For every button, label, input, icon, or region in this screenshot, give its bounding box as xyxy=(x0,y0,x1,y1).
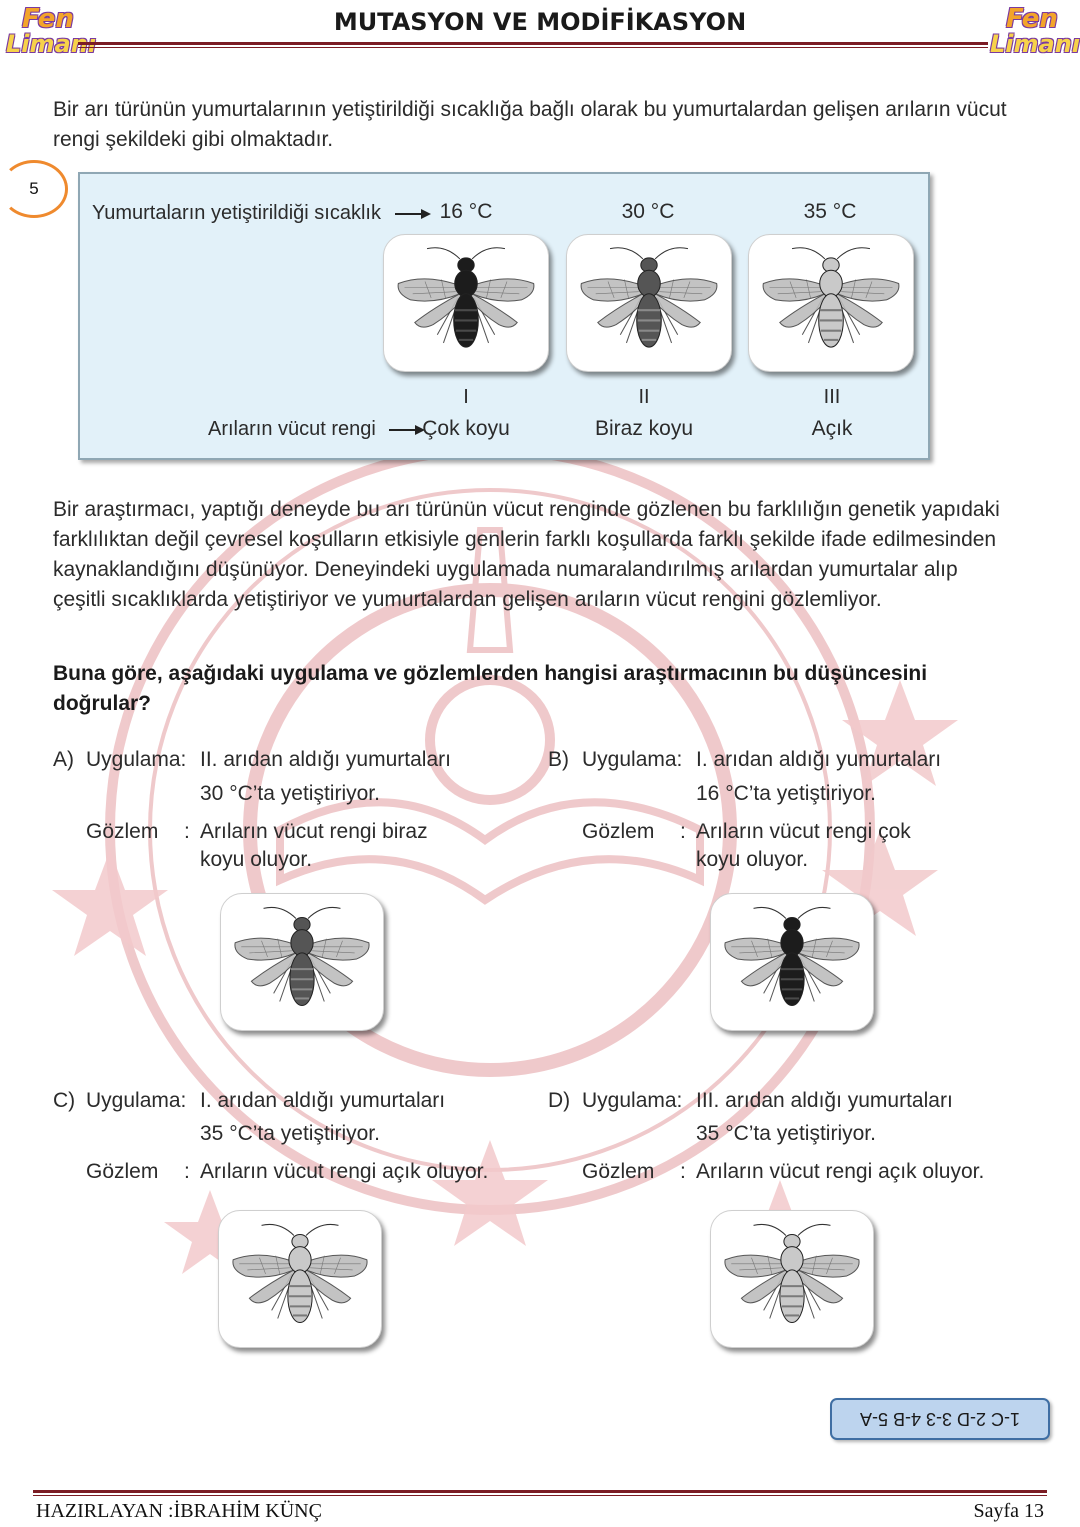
wasp-illustration xyxy=(567,235,731,371)
fen-limani-logo-right: Fen Limanı xyxy=(990,4,1080,58)
body-color-2: Biraz koyu xyxy=(594,417,694,440)
answer-key-box xyxy=(830,1398,1050,1440)
wasp-illustration xyxy=(221,894,383,1030)
bee-image-3 xyxy=(748,234,914,372)
option-letter: A) xyxy=(53,748,74,771)
question-text: Buna göre, aşağıdaki uygulama ve gözlemlerden hangisi araştırmacının bu düşüncesini doğrular? xyxy=(53,662,928,715)
bee-image-2 xyxy=(566,234,732,372)
application-line-1: I. arıdan aldığı yumurtaları xyxy=(200,1089,446,1112)
application-line-1: II. arıdan aldığı yumurtaları xyxy=(200,748,451,771)
observation-line-1: Arıların vücut rengi açık oluyor. xyxy=(200,1160,489,1183)
observation-label: Gözlem xyxy=(86,1160,159,1183)
observation-label: Gözlem xyxy=(582,820,655,843)
footer-divider-thin xyxy=(33,1495,1047,1496)
question-number-badge: 5 xyxy=(0,160,68,218)
page-number: Sayfa 13 xyxy=(973,1500,1044,1522)
wasp-illustration xyxy=(384,235,548,371)
observation-line-2: koyu oluyor. xyxy=(200,848,313,871)
application-label: Uygulama: xyxy=(86,748,187,771)
bee-image-option-b xyxy=(710,893,874,1031)
application-label: Uygulama: xyxy=(582,1089,683,1112)
footer-author: HAZIRLAYAN :İBRAHİM KÜNÇ xyxy=(36,1500,322,1522)
bee-image-option-d xyxy=(710,1210,874,1348)
bee-number-1: I xyxy=(463,386,469,408)
temperature-row-label: Yumurtaların yetiştirildiği sıcaklık xyxy=(92,202,431,225)
application-line-2: 35 °C’ta yetiştiriyor. xyxy=(696,1122,876,1145)
observation-separator: : xyxy=(184,1160,190,1183)
option-letter: C) xyxy=(53,1089,76,1112)
bee-image-1 xyxy=(383,234,549,372)
wasp-illustration xyxy=(711,894,873,1030)
application-label: Uygulama: xyxy=(582,748,683,771)
body-color-row-label: Arıların vücut rengi xyxy=(208,418,425,441)
bee-image-option-a xyxy=(220,893,384,1031)
application-line-1: I. arıdan aldığı yumurtaları xyxy=(696,748,942,771)
observation-line-1: Arıların vücut rengi açık oluyor. xyxy=(696,1160,985,1183)
application-line-2: 16 °C’ta yetiştiriyor. xyxy=(696,782,876,805)
page-title: MUTASYON VE MODİFİKASYON xyxy=(333,8,747,36)
observation-line-2: koyu oluyor. xyxy=(696,848,809,871)
application-line-2: 35 °C’ta yetiştiriyor. xyxy=(200,1122,380,1145)
temperature-figure xyxy=(78,172,930,460)
body-color-3: Açık xyxy=(811,417,853,440)
intro-text: Bir arı türünün yumurtalarının yetiştirildiği sıcaklığa bağlı olarak bu yumurtalardan gelişen arıların vücut rengi şekildeki gibi olmaktadır. xyxy=(53,98,1007,151)
option-letter: D) xyxy=(548,1089,571,1112)
footer-divider xyxy=(33,1490,1047,1493)
wasp-illustration xyxy=(219,1211,381,1347)
bee-number-3: III xyxy=(823,386,841,408)
header-divider xyxy=(78,42,988,45)
observation-separator: : xyxy=(184,820,190,843)
application-line-2: 30 °C’ta yetiştiriyor. xyxy=(200,782,380,805)
observation-separator: : xyxy=(680,1160,686,1183)
observation-label: Gözlem xyxy=(86,820,159,843)
experiment-description: Bir araştırmacı, yaptığı deneyde bu arı türünün vücut renginde gözlenen bu farklılığın genetik yapıdaki farklılıktan değil çevresel koşulların etkisiyle genlerin farklı koşullarda farklı şekilde ifade edilmesinden kaynaklandığını düşünüyor. Deneyindeki uygulamada numaralandırılmış arılardan yumurtalar alıp çeşitli sıcaklıklarda yetiştiriyor ve yumurtalardan gelişen arıların vücut rengini gözlemliyor. xyxy=(53,498,1000,611)
wasp-illustration xyxy=(711,1211,873,1347)
observation-label: Gözlem xyxy=(582,1160,655,1183)
fen-limani-logo-left: Fen Limanı xyxy=(6,4,97,58)
body-color-1: Çok koyu xyxy=(422,417,510,440)
observation-line-1: Arıların vücut rengi biraz xyxy=(200,820,428,843)
observation-separator: : xyxy=(680,820,686,843)
option-letter: B) xyxy=(548,748,569,771)
bee-number-2: II xyxy=(638,386,650,408)
temperature-3: 35 °C xyxy=(803,200,857,223)
answer-key-text: 1-C 2-D 3-3 4-B 5-A xyxy=(859,1409,1021,1429)
application-line-1: III. arıdan aldığı yumurtaları xyxy=(696,1089,953,1112)
observation-line-1: Arıların vücut rengi çok xyxy=(696,820,911,843)
temperature-1: 16 °C xyxy=(439,200,493,223)
wasp-illustration xyxy=(749,235,913,371)
bee-image-option-c xyxy=(218,1210,382,1348)
temperature-2: 30 °C xyxy=(621,200,675,223)
header-divider-thin xyxy=(78,47,988,48)
application-label: Uygulama: xyxy=(86,1089,187,1112)
